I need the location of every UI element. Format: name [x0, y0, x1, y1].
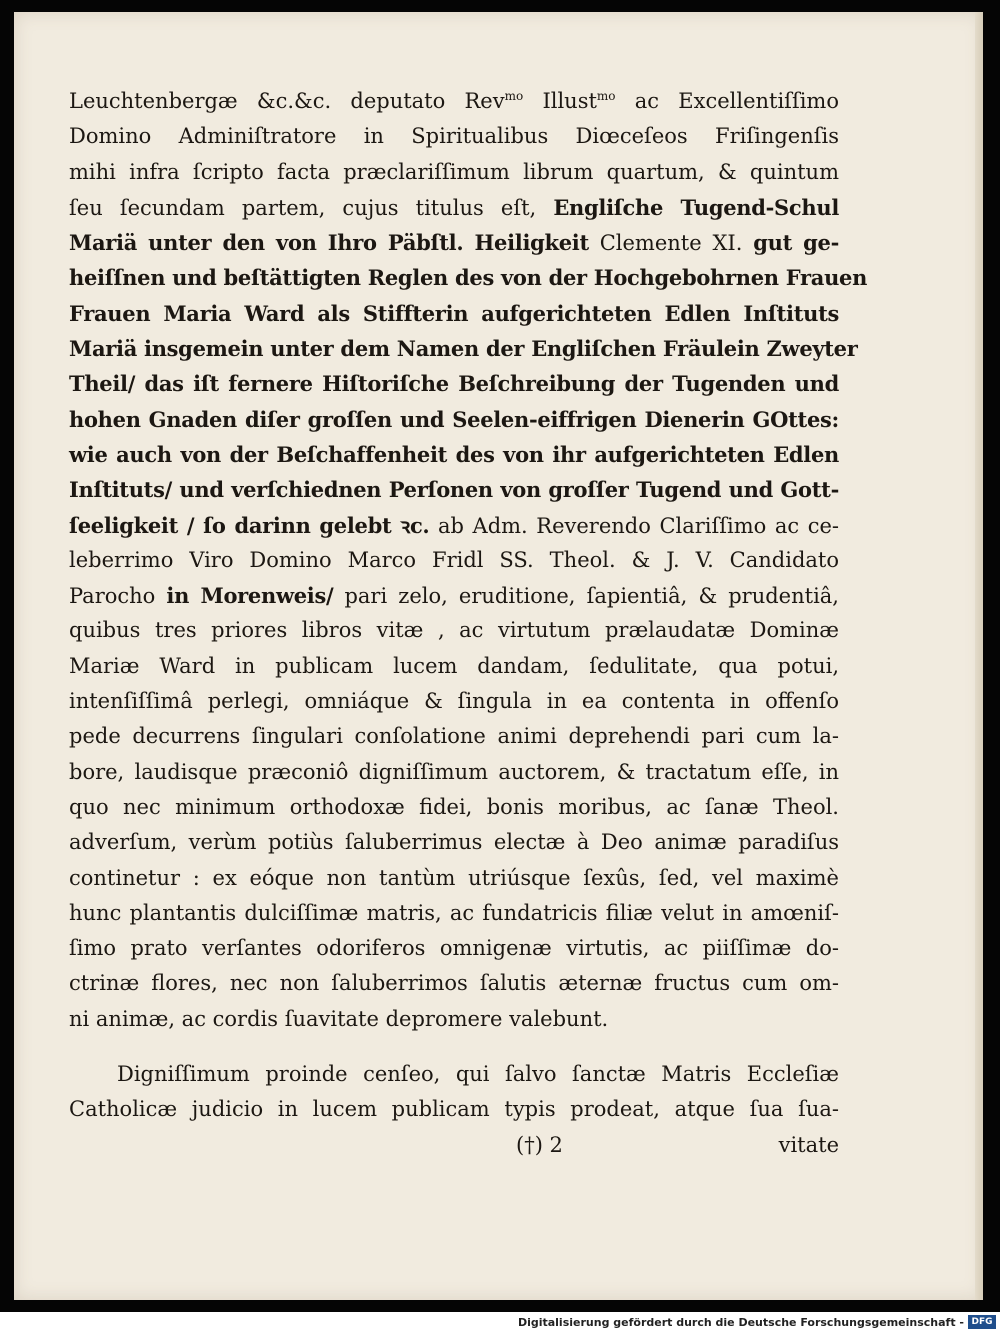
text-line: [69, 260, 868, 295]
text-line: [69, 1092, 839, 1127]
latin-text-span: Clemente XI.: [588, 231, 754, 256]
text-line: [69, 613, 839, 648]
latin-text-span: Leuchtenbergæ &c.&c. deputato Rev: [69, 89, 505, 113]
text-line: [69, 190, 839, 225]
text-line: [69, 1057, 839, 1092]
german-text-span: hohen Gnaden diſer groſſen und Seelen-eiffrigen Dienerin GOttes:: [69, 406, 839, 432]
german-text-span: Frauen Maria Ward als Stiffterin aufgerichteten Edlen Inſtituts: [69, 300, 839, 326]
german-text-span: Engliſche Tugend-Schul: [553, 194, 840, 220]
page-edge: [975, 12, 983, 1300]
text-line: [69, 825, 839, 860]
paragraph-2: [69, 1057, 839, 1128]
signature-mark: (†) 2: [516, 1132, 563, 1157]
german-text-span: ſeeligkeit / ſo darinn gelebt ꝛc.: [69, 512, 430, 538]
latin-text-span: leberrimo Viro Domino Marco Fridl SS. Theol. & J. V. Candidato: [69, 547, 839, 572]
latin-text-span: quibus tres priores libros vitæ , ac virtutum prælaudatæ Dominæ: [69, 618, 839, 643]
latin-text-span: mo: [596, 89, 616, 103]
text-line: [69, 790, 839, 825]
text-line: [69, 296, 839, 331]
latin-text-span: adverſum, verùm potiùs ſaluberrimus electæ à Deo animæ paradiſus: [69, 830, 839, 855]
german-text-span: Mariä unter den von Ihro Päbſtl. Heiligkeit: [69, 230, 589, 256]
dfg-logo-icon: DFG: [968, 1315, 996, 1329]
catchword: vitate: [778, 1132, 839, 1157]
paragraph-1: [69, 84, 868, 1037]
latin-text-span: ac Excellentiſſimo: [615, 89, 839, 113]
latin-text-span: Mariæ Ward in publicam lucem dandam, ſedulitate, qua potui,: [69, 653, 839, 678]
text-line: [69, 719, 839, 754]
page-footer-row: [69, 1128, 839, 1163]
text-line: [69, 437, 839, 472]
text-line: [69, 1002, 839, 1037]
text-line: [69, 225, 839, 260]
latin-text-span: ſimo prato verſantes odoriferos omnigenæ virtutis, ac piiſſimæ do-: [69, 936, 839, 961]
german-text-span: Inſtituts/ und verſchiednen Perſonen von groſſer Tugend und Gott-: [69, 477, 839, 503]
text-line: [69, 119, 839, 154]
german-text-span: Mariä insgemein unter dem Namen der Engliſchen Fräulein Zweyter: [69, 336, 858, 362]
latin-text-span: quo nec minimum orthodoxæ fidei, bonis moribus, ac ſanæ Theol.: [69, 794, 839, 819]
text-line: [69, 896, 839, 931]
latin-text-span: Digniſſimum proinde cenſeo, qui ſalvo ſanctæ Matris Eccleſiæ: [117, 1062, 839, 1087]
latin-text-span: ab Adm. Reverendo Clariſſimo ac ce-: [429, 513, 839, 538]
latin-text-span: bore, laudisque præconiô digniſſimum auctorem, & tractatum eſſe, in: [69, 759, 839, 784]
text-line: [69, 684, 839, 719]
latin-text-span: pede decurrens ſingulari conſolatione animi deprehendi pari cum la-: [69, 724, 839, 749]
latin-text-span: ſeu ſecundam partem, cujus titulus eſt,: [69, 195, 554, 220]
funding-notice: Digitalisierung gefördert durch die Deutsche Forschungsgemeinschaft -: [517, 1316, 964, 1329]
latin-text-span: ni animæ, ac cordis ſuavitate depromere valebunt.: [69, 1006, 609, 1031]
text-line: [69, 155, 839, 190]
latin-text-span: pari zelo, eruditione, ſapientiâ, & prudentiâ,: [333, 584, 839, 609]
text-line: [69, 861, 839, 896]
text-line: [69, 366, 839, 401]
digitization-footer: [0, 1312, 1000, 1333]
latin-text-span: Illust: [523, 89, 597, 113]
latin-text-span: mo: [504, 89, 524, 103]
text-line: [69, 508, 839, 543]
german-text-span: heiſſnen und beſtättigten Reglen des von der Hochgebohrnen Frauen: [69, 265, 868, 291]
text-line: [69, 331, 858, 366]
german-text-span: wie auch von der Beſchaffenheit des von ihr aufgerichteten Edlen: [69, 441, 839, 467]
german-text-span: gut ge-: [753, 230, 839, 256]
latin-text-span: Catholicæ judicio in lucem publicam typis prodeat, atque ſua ſua-: [69, 1097, 839, 1122]
text-line: [69, 402, 839, 437]
latin-text-span: ctrinæ flores, nec non ſaluberrimos ſalutis æternæ fructus cum om-: [69, 971, 839, 996]
latin-text-span: mihi infra ſcripto facta præclariſſimum librum quartum, & quintum: [69, 159, 839, 184]
german-text-span: in Morenweis/: [166, 583, 334, 609]
latin-text-span: intenſiſſimâ perlegi, omniáque & ſingula in ea contenta in offenſo: [69, 689, 839, 714]
text-line: [69, 84, 839, 119]
latin-text-span: hunc plantantis dulciſſimæ matris, ac fundatricis filiæ velut in amœniſ-: [69, 900, 839, 925]
text-line: [69, 472, 839, 507]
text-line: [69, 755, 839, 790]
book-page: [14, 12, 983, 1300]
text-line: [69, 966, 839, 1001]
text-line: [69, 649, 839, 684]
latin-text-span: Domino Adminiſtratore in Spiritualibus Diœceſeos Friſingenſis: [69, 124, 839, 149]
text-line: [69, 543, 839, 578]
latin-text-span: Parocho: [69, 584, 167, 609]
text-line: [69, 931, 839, 966]
latin-text-span: continetur : ex eóque non tantùm utriúsque ſexûs, ſed, vel maximè: [69, 865, 839, 890]
page-text: [69, 84, 868, 1163]
german-text-span: Theil/ das iſt fernere Hiſtoriſche Beſchreibung der Tugenden und: [69, 371, 839, 397]
text-line: [69, 578, 839, 613]
